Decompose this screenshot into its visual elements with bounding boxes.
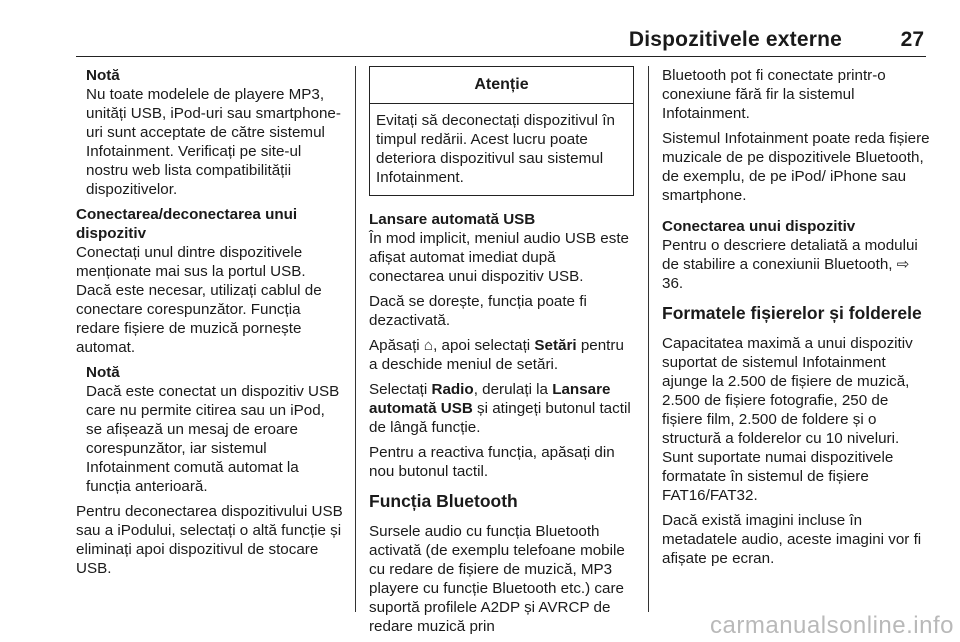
column-divider-2 xyxy=(648,66,649,612)
column-3 xyxy=(662,66,930,574)
page-title: Dispozitivele externe xyxy=(628,28,842,51)
caution-box xyxy=(369,66,634,196)
paragraph: Pentru a reactiva funcția, apăsați din nou butonul tactil. xyxy=(369,444,615,480)
watermark: carmanualsonline.info xyxy=(710,612,954,639)
paragraph: Sistemul Infotainment poate reda fișiere muzicale de pe dispozitivele Bluetooth, de exemplu, de pe iPod/ iPhone sau smartphone. xyxy=(662,130,930,204)
paragraph: În mod implicit, meniul audio USB este afișat automat imediat după conectarea unui dispozitiv USB. xyxy=(369,230,629,285)
home-icon: ⌂ xyxy=(423,337,434,354)
paragraph-press-home xyxy=(369,336,634,374)
note-text: Dacă este conectat un dispozitiv USB care nu permite citirea sau un iPod, se afișează un mesaj de eroare corespunzător, iar sistemul Infotainment comută automat la funcția anterioară. xyxy=(86,383,340,495)
arrow-reference-icon: ⇨ xyxy=(896,256,910,273)
text-run: Pentru o descriere detaliată a modului de stabilire a conexiunii Bluetooth, xyxy=(662,237,918,273)
text-run: și atingeți butonul tactil de lângă funcție. xyxy=(369,400,631,436)
paragraph: Conectați unul dintre dispozitivele menționate mai sus la portul USB. Dacă este necesar, utilizați cablul de conectare corespunzător. Funcția redare fișiere de muzică pornește automat. xyxy=(76,244,322,356)
section-heading-bluetooth: Funcția Bluetooth xyxy=(369,491,518,511)
text-run: Selectați xyxy=(369,381,432,398)
paragraph: Bluetooth pot fi conectate printr-o conexiune fără fir la sistemul Infotainment. xyxy=(662,67,886,122)
column-1 xyxy=(76,66,344,584)
page-number: 27 xyxy=(900,28,924,51)
text-run: Apăsați xyxy=(369,337,424,354)
autostart-label: Lansare automată USB xyxy=(369,381,611,417)
text-run: pentru a deschide meniul de setări. xyxy=(369,337,624,373)
note-block-1 xyxy=(76,66,344,199)
paragraph: Pentru deconectarea dispozitivului USB sau a iPodului, selectați o altă funcție și eliminați apoi dispozitivul de stocare USB. xyxy=(76,503,343,577)
caution-text: Evitați să deconectați dispozitivul în timpul redării. Acest lucru poate deteriora dispozitivul sau sistemul Infotainment. xyxy=(376,112,615,186)
radio-label: Radio xyxy=(431,381,474,398)
note-title: Notă xyxy=(86,364,120,381)
text-run: 36. xyxy=(662,275,684,292)
text-run: , apoi selectați xyxy=(433,337,535,354)
section-heading-connect: Conectarea/deconectarea unui dispozitiv xyxy=(76,206,298,242)
section-heading-connect-device: Conectarea unui dispozitiv xyxy=(662,218,856,235)
paragraph: Sursele audio cu funcția Bluetooth activată (de exemplu telefoane mobile cu redare de fișiere de muzică, MP3 playere cu funcție Bluetooth etc.) care suportă profilele A2DP și AVRCP de redare muzică prin xyxy=(369,523,625,635)
note-block-2 xyxy=(76,363,344,496)
column-2 xyxy=(369,66,634,642)
text-run: , derulați la xyxy=(473,381,553,398)
settings-label: Setări xyxy=(534,337,577,354)
paragraph-connect xyxy=(662,236,930,293)
page-header xyxy=(76,26,926,57)
paragraph: Capacitatea maximă a unui dispozitiv suportat de sistemul Infotainment ajunge la 2.500 de fișiere de muzică, 2.500 de fișiere fotografie, 250 de fișiere film, 2.500 de foldere și o structură a folderelor cu 10 niveluri. Sunt suportate numai dispozitivele formatate în sistemul de fișiere FAT16/FAT32. xyxy=(662,335,913,504)
note-text: Nu toate modelele de playere MP3, unități USB, iPod-uri sau smartphone-uri sunt acceptate de către sistemul Infotainment. Verificați pe site-ul nostru web lista compatibilității dispozitivelor. xyxy=(86,86,341,198)
section-heading-formats: Formatele fișierelor și folderele xyxy=(662,303,922,323)
paragraph: Dacă există imagini incluse în metadatele audio, aceste imagini vor fi afișate pe ecran. xyxy=(662,512,922,567)
caution-title: Atenție xyxy=(370,67,633,104)
column-divider-1 xyxy=(355,66,356,612)
paragraph-select-radio xyxy=(369,380,634,437)
paragraph: Dacă se dorește, funcția poate fi dezactivată. xyxy=(369,293,587,329)
note-title: Notă xyxy=(86,67,120,84)
section-heading-autostart: Lansare automată USB xyxy=(369,211,536,228)
